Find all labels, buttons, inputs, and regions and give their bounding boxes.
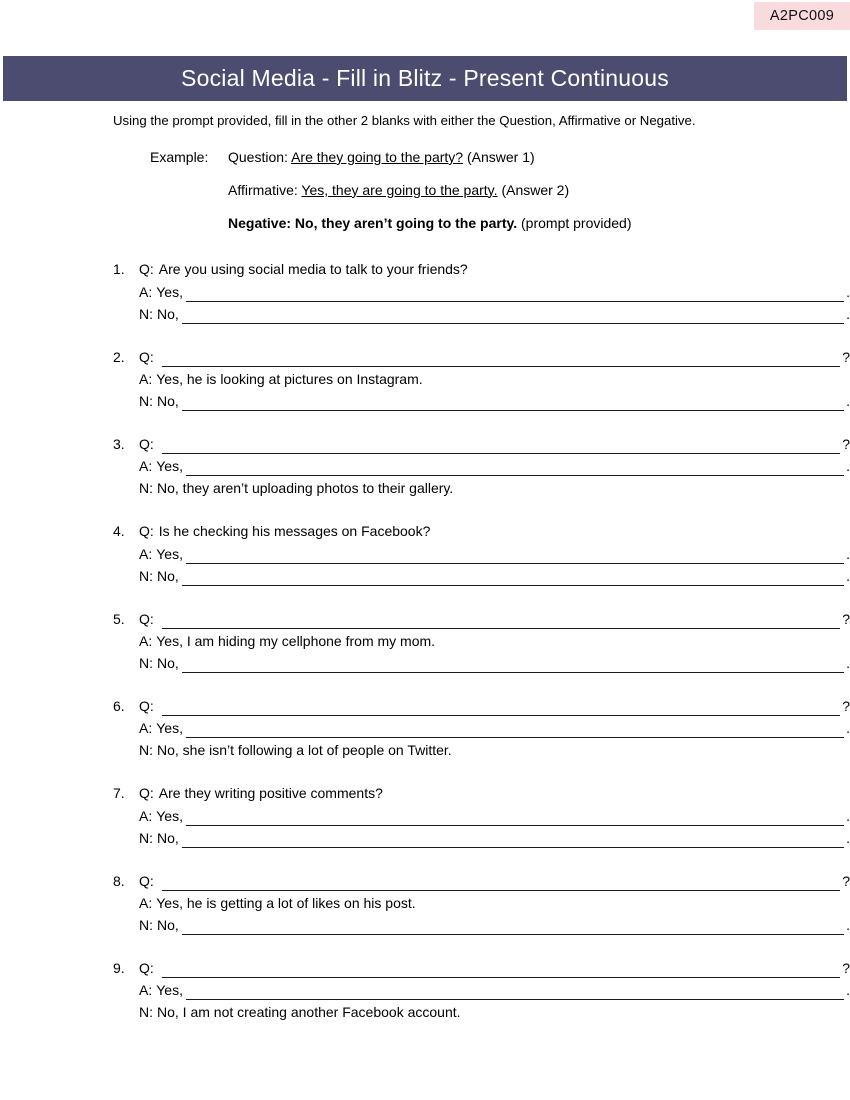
affirmative-tag: A: [139,545,153,562]
question-list [113,258,850,1023]
question-row [113,695,850,717]
example-line-negative [150,214,850,233]
affirmative-seed: Yes, [156,720,183,737]
negative-blank[interactable] [182,659,844,673]
affirmative-row [113,892,850,914]
affirmative-tag: A: [139,632,153,649]
question-terminator: ? [842,698,850,715]
negative-content [157,477,850,499]
question-content [159,870,850,892]
question-blank[interactable] [162,440,840,454]
negative-content [157,565,850,587]
negative-terminator: . [846,655,850,672]
affirmative-seed: Yes, [156,545,183,562]
question-blank[interactable] [162,353,840,367]
affirmative-blank[interactable] [186,724,844,738]
example-affirmative-sentence: Yes, they are going to the party. [301,181,498,198]
question-tag: Q: [139,261,154,278]
question-item [113,695,850,761]
affirmative-row [113,805,850,827]
negative-tag: N: [139,567,153,584]
question-item [113,957,850,1023]
item-number: 2. [113,348,125,365]
question-text: Are you using social media to talk to your friends? [158,261,468,278]
example-line-question [150,148,850,167]
affirmative-content [156,892,850,914]
example-block [150,148,850,233]
affirmative-seed: Yes, [156,807,183,824]
negative-blank[interactable] [182,572,844,586]
negative-seed: No, [157,393,179,410]
question-item [113,782,850,848]
affirmative-content [156,281,850,303]
affirmative-blank[interactable] [186,288,844,302]
item-number: 4. [113,523,125,540]
negative-terminator: . [846,305,850,322]
negative-tag: N: [139,742,153,759]
negative-terminator: . [846,917,850,933]
question-blank[interactable] [162,877,840,891]
affirmative-row [113,281,850,303]
negative-row [113,1001,850,1023]
affirmative-content [156,805,850,827]
question-item [113,870,850,936]
negative-text: No, she isn’t following a lot of people on Twitter. [157,742,452,759]
negative-content [157,1001,850,1023]
negative-seed: No, [157,829,179,846]
negative-content [157,390,850,412]
negative-seed: No, [157,305,179,322]
example-question-body [228,148,850,167]
affirmative-row [113,630,850,652]
affirmative-blank[interactable] [186,812,844,826]
worksheet-body [0,112,850,1023]
affirmative-row [113,543,850,565]
affirmative-tag: A: [139,370,153,387]
question-blank[interactable] [162,615,840,629]
question-terminator: ? [842,960,850,977]
question-content [159,520,850,542]
question-blank[interactable] [162,964,840,978]
question-blank[interactable] [162,702,840,716]
negative-row [113,303,850,325]
question-tag: Q: [139,960,154,977]
example-question-sentence: Are they going to the party? [291,148,464,165]
question-row [113,433,850,455]
title-banner [3,56,847,101]
question-content [159,433,850,455]
negative-text: No, I am not creating another Facebook account. [157,1004,461,1021]
affirmative-terminator: . [846,720,850,737]
badge-row [0,0,850,32]
affirmative-terminator: . [846,545,850,562]
affirmative-seed: Yes, [156,283,183,300]
negative-seed: No, [157,655,179,672]
example-negative-body [228,214,850,233]
item-number: 8. [113,872,125,889]
negative-content [157,652,850,674]
affirmative-tag: A: [139,720,153,737]
question-content [159,346,850,368]
question-content [159,608,850,630]
example-affirmative-body [228,181,850,200]
affirmative-text: Yes, he is getting a lot of likes on his post. [156,894,416,911]
negative-blank[interactable] [182,310,844,324]
question-content [159,957,850,979]
example-question-note: (Answer 1) [466,148,535,165]
question-row [113,520,850,542]
affirmative-text: Yes, he is looking at pictures on Instagram. [156,370,423,387]
negative-tag: N: [139,480,153,497]
negative-terminator: . [846,829,850,846]
question-text: Are they writing positive comments? [158,785,383,802]
affirmative-content [156,717,850,739]
example-negative-sentence: No, they aren’t going to the party. [294,214,518,231]
question-row [113,870,850,892]
negative-blank[interactable] [182,397,844,411]
negative-terminator: . [846,393,850,410]
question-terminator: ? [842,348,850,365]
question-terminator: ? [842,610,850,627]
affirmative-content [156,630,850,652]
negative-content [157,303,850,325]
negative-blank[interactable] [182,834,844,848]
affirmative-row [113,717,850,739]
negative-row [113,477,850,499]
question-tag: Q: [139,610,154,627]
affirmative-content [156,979,850,1001]
negative-tag: N: [139,829,153,846]
question-tag: Q: [139,523,154,540]
affirmative-seed: Yes, [156,982,183,999]
negative-content [157,739,850,761]
affirmative-tag: A: [139,807,153,824]
negative-tag: N: [139,655,153,672]
question-row [113,782,850,804]
question-row [113,608,850,630]
affirmative-blank[interactable] [186,550,844,564]
item-number: 3. [113,436,125,453]
example-question-label: Question: [228,148,288,165]
negative-content [157,827,850,849]
negative-row [113,827,850,849]
question-row [113,957,850,979]
instructions-text: Using the prompt provided, fill in the other 2 blanks with either the Question, Affirmative or Negative. [113,113,696,128]
worksheet-code-badge: A2PC009 [754,2,850,30]
page-title: Social Media - Fill in Blitz - Present Continuous [181,65,669,91]
example-negative-label: Negative: [228,214,292,231]
question-terminator: ? [842,436,850,453]
affirmative-blank[interactable] [186,986,844,1000]
negative-seed: No, [157,917,179,933]
affirmative-content [156,543,850,565]
affirmative-row [113,455,850,477]
item-number: 7. [113,785,125,802]
example-affirmative-label: Affirmative: [228,181,298,198]
negative-row [113,390,850,412]
affirmative-blank[interactable] [186,462,844,476]
negative-content [157,914,850,936]
question-row [113,346,850,368]
negative-text: No, they aren’t uploading photos to their gallery. [157,480,454,497]
negative-tag: N: [139,917,153,933]
negative-row [113,739,850,761]
affirmative-text: Yes, I am hiding my cellphone from my mom. [156,632,436,649]
affirmative-content [156,455,850,477]
affirmative-tag: A: [139,894,153,911]
affirmative-seed: Yes, [156,458,183,475]
item-number: 9. [113,960,125,977]
example-label: Example: [150,148,209,165]
negative-seed: No, [157,567,179,584]
negative-tag: N: [139,393,153,410]
example-negative-note: (prompt provided) [521,214,632,231]
negative-row [113,914,850,936]
item-number: 5. [113,610,125,627]
negative-terminator: . [846,567,850,584]
affirmative-content [156,368,850,390]
question-row [113,258,850,280]
negative-row [113,652,850,674]
affirmative-terminator: . [846,283,850,300]
question-tag: Q: [139,785,154,802]
example-affirmative-note: (Answer 2) [501,181,570,198]
affirmative-row [113,368,850,390]
question-content [159,695,850,717]
affirmative-terminator: . [846,807,850,824]
question-tag: Q: [139,698,154,715]
item-number: 1. [113,261,125,278]
example-line-affirmative [150,181,850,200]
affirmative-tag: A: [139,982,153,999]
affirmative-terminator: . [846,458,850,475]
question-tag: Q: [139,348,154,365]
affirmative-tag: A: [139,283,153,300]
question-item [113,346,850,412]
question-content [159,258,850,280]
negative-tag: N: [139,305,153,322]
question-text: Is he checking his messages on Facebook? [158,523,431,540]
affirmative-terminator: . [846,982,850,999]
negative-tag: N: [139,1004,153,1021]
affirmative-row [113,979,850,1001]
question-item [113,258,850,324]
question-item [113,520,850,586]
item-number: 6. [113,698,125,715]
question-tag: Q: [139,872,154,889]
negative-blank[interactable] [182,921,844,935]
question-terminator: ? [842,872,850,889]
question-item [113,608,850,674]
question-tag: Q: [139,436,154,453]
question-item [113,433,850,499]
negative-row [113,565,850,587]
question-content [159,782,850,804]
affirmative-tag: A: [139,458,153,475]
